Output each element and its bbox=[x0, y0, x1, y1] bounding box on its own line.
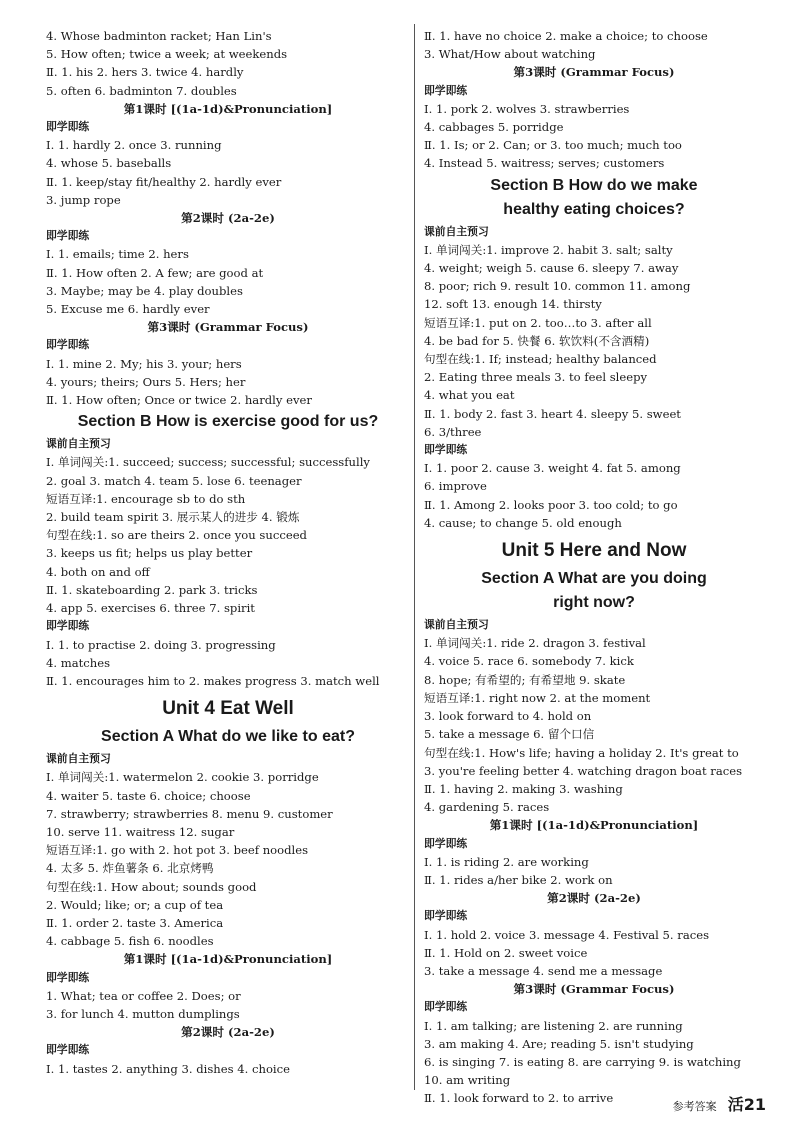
answer-line: 4. waiter 5. taste 6. choice; choose bbox=[46, 788, 251, 803]
lesson-heading: 第1课时 [(1a-1d)&Pronunciation] bbox=[489, 818, 699, 833]
lesson-heading: 第3课时 (Grammar Focus) bbox=[513, 982, 675, 997]
exercise-label: 即学即练 bbox=[46, 970, 90, 984]
answer-line: 句型在线:1. If; instead; healthy balanced bbox=[424, 352, 657, 367]
answer-line: 4. Whose badminton racket; Han Lin's bbox=[46, 29, 272, 43]
answer-line: 2. Eating three meals 3. to feel sleepy bbox=[424, 370, 648, 385]
section-heading: healthy eating choices? bbox=[503, 200, 685, 218]
exercise-label: 即学即练 bbox=[424, 836, 468, 850]
unit-heading: Unit 5 Here and Now bbox=[501, 540, 687, 562]
answer-line: Ⅰ. 1. is riding 2. are working bbox=[424, 854, 589, 869]
answer-line: 3. What/How about watching bbox=[424, 47, 596, 62]
answer-line: 4. 太多 5. 炸鱼薯条 6. 北京烤鸭 bbox=[46, 861, 214, 876]
answer-line: 3. Maybe; may be 4. play doubles bbox=[46, 283, 243, 298]
exercise-label: 即学即练 bbox=[46, 229, 90, 243]
answer-line: Ⅱ. 1. How often; Once or twice 2. hardly ever bbox=[46, 393, 312, 408]
answer-line: Ⅱ. 1. order 2. taste 3. America bbox=[46, 915, 224, 930]
answer-line: Ⅱ. 1. his 2. hers 3. twice 4. hardly bbox=[46, 65, 244, 80]
lesson-heading: 第3课时 (Grammar Focus) bbox=[513, 65, 675, 80]
lesson-heading: 第1课时 [(1a-1d)&Pronunciation] bbox=[123, 101, 333, 116]
section-heading: Section A What do we like to eat? bbox=[101, 728, 355, 746]
answer-line: Ⅰ. 单词闯关:1. succeed; success; successful; successfully bbox=[46, 455, 370, 470]
unit-heading: Unit 4 Eat Well bbox=[162, 698, 294, 720]
exercise-label: 课前自主预习 bbox=[424, 224, 489, 238]
answer-line: Ⅱ. 1. Is; or 2. Can; or 3. too much; much too bbox=[424, 138, 682, 153]
answer-line: 3. am making 4. Are; reading 5. isn't studying bbox=[424, 1036, 694, 1051]
answer-line: 4. matches bbox=[46, 655, 111, 670]
answer-line: 4. Instead 5. waitress; serves; customers bbox=[424, 156, 665, 171]
answer-line: 10. serve 11. waitress 12. sugar bbox=[46, 824, 235, 839]
section-heading: Section A What are you doing bbox=[481, 570, 707, 588]
answer-line: Ⅰ. 单词闯关:1. improve 2. habit 3. salt; salty bbox=[424, 242, 673, 257]
answer-line: 4. voice 5. race 6. somebody 7. kick bbox=[424, 654, 634, 669]
answer-line: 1. What; tea or coffee 2. Does; or bbox=[46, 988, 241, 1003]
answer-line: 12. soft 13. enough 14. thirsty bbox=[424, 297, 602, 312]
answer-line: Ⅱ. 1. encourages him to 2. makes progress 3. match well bbox=[46, 673, 380, 688]
answer-line: Ⅱ. 1. How often 2. A few; are good at bbox=[46, 265, 264, 280]
footer-label: 参考答案 bbox=[672, 1100, 717, 1113]
exercise-label: 即学即练 bbox=[46, 1043, 90, 1057]
exercise-label: 即学即练 bbox=[424, 1000, 468, 1014]
answer-line: Ⅱ. 1. Hold on 2. sweet voice bbox=[424, 945, 588, 960]
answer-line: 5. How often; twice a week; at weekends bbox=[46, 47, 288, 62]
page-number: 活21 bbox=[727, 1095, 766, 1114]
answer-line: Ⅰ. 单词闯关:1. ride 2. dragon 3. festival bbox=[424, 636, 646, 651]
answer-line: Ⅰ. 1. pork 2. wolves 3. strawberries bbox=[424, 101, 630, 116]
answer-line: 5. often 6. badminton 7. doubles bbox=[46, 83, 237, 98]
answer-line: 7. strawberry; strawberries 8. menu 9. customer bbox=[46, 806, 333, 821]
answer-line: 4. both on and off bbox=[46, 564, 150, 579]
answer-line: Ⅱ. 1. having 2. making 3. washing bbox=[424, 781, 623, 796]
answer-line: 5. take a message 6. 留个口信 bbox=[424, 727, 595, 742]
answer-line: Ⅰ. 1. tastes 2. anything 3. dishes 4. choice bbox=[46, 1061, 290, 1076]
lesson-heading: 第1课时 [(1a-1d)&Pronunciation] bbox=[123, 952, 333, 967]
answer-line: Ⅰ. 1. hardly 2. once 3. running bbox=[46, 138, 222, 153]
answer-line: 3. for lunch 4. mutton dumplings bbox=[46, 1006, 240, 1021]
exercise-label: 课前自主预习 bbox=[46, 437, 111, 451]
answer-line: 3. take a message 4. send me a message bbox=[424, 963, 663, 978]
answer-line: 3. look forward to 4. hold on bbox=[424, 709, 592, 724]
answer-line: 4. cabbages 5. porridge bbox=[424, 120, 564, 135]
answer-line: Ⅱ. 1. skateboarding 2. park 3. tricks bbox=[46, 582, 258, 597]
answer-line: 6. 3/three bbox=[424, 424, 482, 439]
answer-line: 3. you're feeling better 4. watching dragon boat races bbox=[424, 763, 743, 778]
answer-line: 4. app 5. exercises 6. three 7. spirit bbox=[46, 601, 255, 616]
lesson-heading: 第2课时 (2a-2e) bbox=[181, 211, 275, 226]
answer-line: Ⅰ. 1. to practise 2. doing 3. progressing bbox=[46, 637, 276, 652]
exercise-label: 即学即练 bbox=[46, 338, 90, 352]
answer-line: 10. am writing bbox=[424, 1073, 511, 1088]
answer-line: 4. whose 5. baseballs bbox=[46, 156, 172, 171]
lesson-heading: 第3课时 (Grammar Focus) bbox=[147, 320, 309, 335]
answer-line: 6. improve bbox=[424, 479, 487, 494]
section-heading: Section B How is exercise good for us? bbox=[77, 413, 379, 431]
answer-line: 4. yours; theirs; Ours 5. Hers; her bbox=[46, 374, 246, 389]
answer-line: Ⅰ. 1. emails; time 2. hers bbox=[46, 247, 189, 262]
answer-line: 2. Would; like; or; a cup of tea bbox=[46, 897, 224, 912]
answer-line: 4. gardening 5. races bbox=[424, 800, 550, 815]
column-divider bbox=[414, 24, 415, 1090]
answer-line: 2. goal 3. match 4. team 5. lose 6. teenager bbox=[46, 473, 302, 488]
answer-line: Ⅰ. 单词闯关:1. watermelon 2. cookie 3. porridge bbox=[46, 770, 319, 785]
answer-line: Ⅱ. 1. Among 2. looks poor 3. too cold; to go bbox=[424, 497, 678, 512]
exercise-label: 即学即练 bbox=[424, 443, 468, 457]
page-footer bbox=[673, 1092, 766, 1115]
answer-line: Ⅱ. 1. have no choice 2. make a choice; to choose bbox=[424, 29, 708, 43]
answer-line: Ⅱ. 1. rides a/her bike 2. work on bbox=[424, 872, 613, 887]
answer-line: 短语互译:1. put on 2. too…to 3. after all bbox=[424, 315, 652, 330]
exercise-label: 课前自主预习 bbox=[424, 618, 489, 632]
answer-line: 5. Excuse me 6. hardly ever bbox=[46, 302, 210, 317]
answer-line: 短语互译:1. go with 2. hot pot 3. beef noodles bbox=[46, 843, 309, 858]
answer-line: Ⅱ. 1. body 2. fast 3. heart 4. sleepy 5. sweet bbox=[424, 406, 681, 421]
answer-line: 3. jump rope bbox=[46, 192, 121, 207]
answer-line: Ⅰ. 1. poor 2. cause 3. weight 4. fat 5. among bbox=[424, 461, 681, 476]
right-column bbox=[424, 27, 764, 1108]
answer-line: 8. poor; rich 9. result 10. common 11. among bbox=[424, 279, 691, 294]
left-column bbox=[46, 27, 410, 1078]
answer-line: Ⅱ. 1. look forward to 2. to arrive bbox=[424, 1091, 614, 1106]
answer-line: 4. what you eat bbox=[424, 388, 515, 403]
answer-line: Ⅰ. 1. hold 2. voice 3. message 4. Festival 5. races bbox=[424, 927, 710, 942]
answer-line: 短语互译:1. encourage sb to do sth bbox=[46, 491, 246, 506]
answer-line: 句型在线:1. so are theirs 2. once you succeed bbox=[46, 528, 307, 543]
answer-line: 4. be bad for 5. 快餐 6. 软饮料(不含酒精) bbox=[424, 333, 650, 348]
section-heading: Section B How do we make bbox=[490, 176, 698, 194]
answer-line: 4. cause; to change 5. old enough bbox=[424, 515, 622, 530]
section-heading: right now? bbox=[553, 594, 635, 612]
answer-line: 8. hope; 有希望的; 有希望地 9. skate bbox=[424, 672, 626, 687]
answer-line: Ⅰ. 1. mine 2. My; his 3. your; hers bbox=[46, 356, 242, 371]
exercise-label: 即学即练 bbox=[46, 619, 90, 633]
answer-line: 句型在线:1. How's life; having a holiday 2. It's great to bbox=[424, 745, 739, 760]
exercise-label: 即学即练 bbox=[424, 909, 468, 923]
answer-line: 2. build team spirit 3. 展示某人的进步 4. 锻炼 bbox=[46, 510, 300, 525]
lesson-heading: 第2课时 (2a-2e) bbox=[181, 1025, 275, 1040]
answer-line: 短语互译:1. right now 2. at the moment bbox=[424, 690, 651, 705]
answer-line: 3. keeps us fit; helps us play better bbox=[46, 546, 253, 561]
answer-line: 句型在线:1. How about; sounds good bbox=[46, 879, 257, 894]
answer-line: Ⅰ. 1. am talking; are listening 2. are running bbox=[424, 1018, 683, 1033]
lesson-heading: 第2课时 (2a-2e) bbox=[547, 891, 641, 906]
answer-line: 4. cabbage 5. fish 6. noodles bbox=[46, 934, 214, 949]
answer-line: 4. weight; weigh 5. cause 6. sleepy 7. away bbox=[424, 261, 679, 276]
exercise-label: 即学即练 bbox=[424, 83, 468, 97]
answer-line: Ⅱ. 1. keep/stay fit/healthy 2. hardly ever bbox=[46, 174, 282, 189]
exercise-label: 即学即练 bbox=[46, 120, 90, 134]
exercise-label: 课前自主预习 bbox=[46, 752, 111, 766]
answer-line: 6. is singing 7. is eating 8. are carrying 9. is watching bbox=[424, 1054, 741, 1069]
